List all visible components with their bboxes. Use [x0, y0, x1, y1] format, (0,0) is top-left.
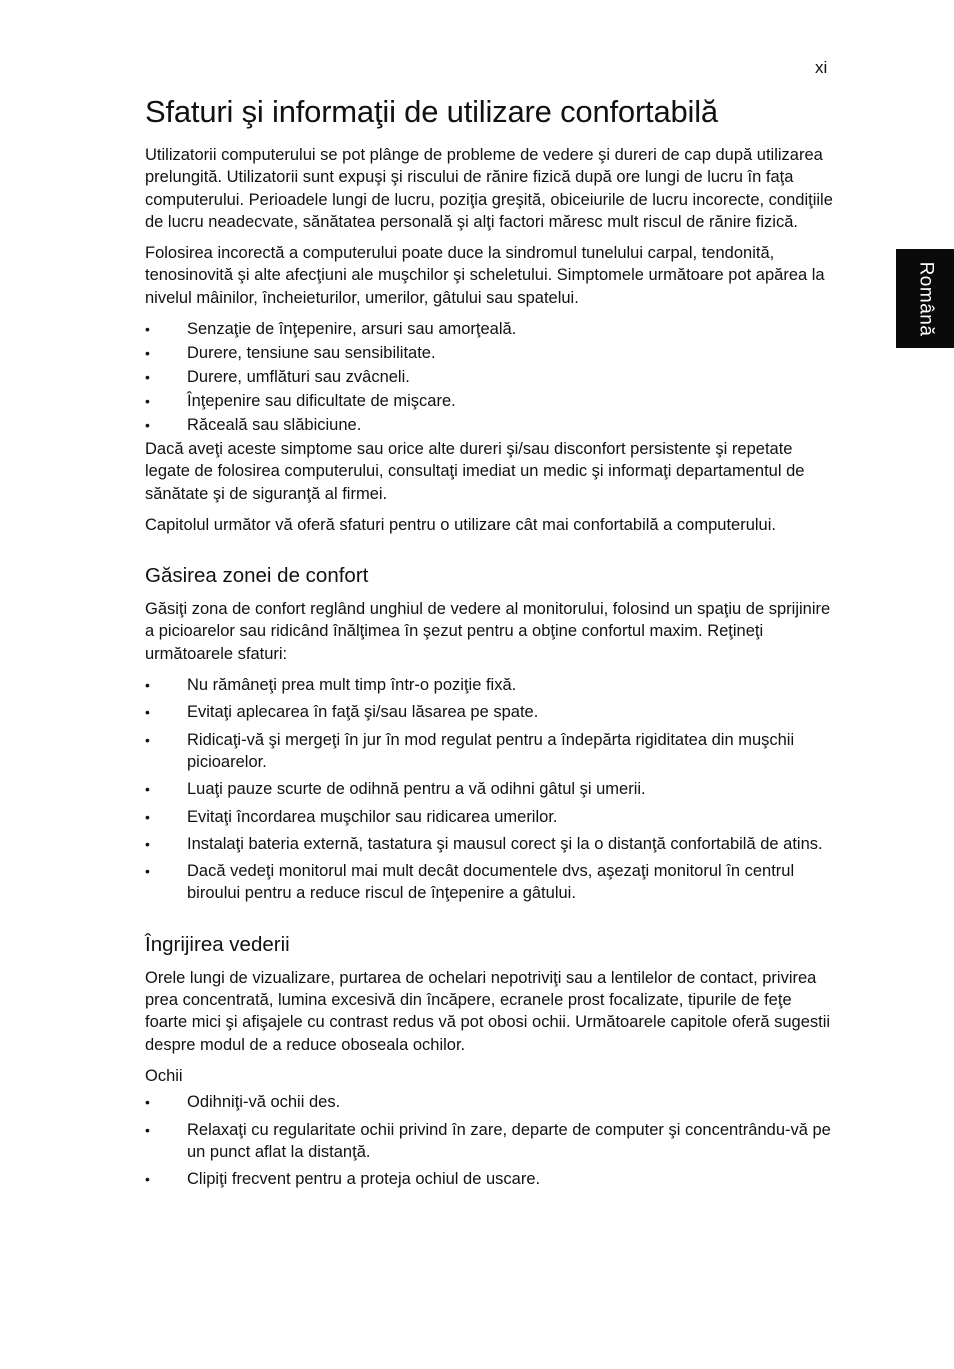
- list-item-text: Înţepenire sau dificultate de mişcare.: [187, 392, 456, 411]
- comfort-tips-list: [145, 674, 835, 905]
- bullet-icon: •: [145, 677, 150, 694]
- intro-paragraph: Folosirea incorectă a computerului poate duce la sindromul tunelului carpal, tendonită, tenosinovită şi alte afecţiuni ale muşchilor şi scheletului. Simptomele următoare pot apărea la nivelul mâinilor, încheieturilor, umerilor, gâtului sau spatelui.: [145, 244, 825, 307]
- language-tab-label: Română: [915, 261, 937, 336]
- list-item: [145, 806, 835, 828]
- list-item: [145, 318, 835, 340]
- vision-paragraph: Orele lungi de vizualizare, purtarea de ochelari nepotriviţi sau a lentilelor de contact, privirea prea concentrată, lumina excesivă din încăpere, ecranele prost focalizate, tipurile de feţe foarte mici şi afişajele cu contrast redus vă pot obosi ochii. Următoarele capitole oferă sugestii despre modul de a reduce oboseala ochilor.: [145, 968, 831, 1054]
- bullet-icon: •: [145, 835, 150, 852]
- symptoms-list: [145, 318, 835, 436]
- list-item: [145, 860, 835, 905]
- list-item-text: Luaţi pauze scurte de odihnă pentru a vă odihni gâtul şi umerii.: [187, 780, 646, 799]
- list-item: [145, 342, 835, 364]
- section-heading-comfort: Găsirea zonei de confort: [145, 564, 369, 588]
- bullet-icon: •: [145, 345, 150, 362]
- bullet-icon: •: [145, 369, 150, 386]
- list-item: [145, 1091, 835, 1113]
- bullet-icon: •: [145, 1121, 150, 1138]
- list-item: [145, 833, 835, 855]
- list-item-text: Nu rămâneţi prea mult timp într-o poziţie fixă.: [187, 676, 517, 695]
- list-item-text: Răceală sau slăbiciune.: [187, 416, 362, 435]
- bullet-icon: •: [145, 781, 150, 798]
- list-item: [145, 674, 835, 696]
- list-item: [145, 1119, 835, 1164]
- list-item: [145, 1168, 835, 1190]
- page-number: xi: [815, 58, 828, 77]
- bullet-icon: •: [145, 731, 150, 748]
- comfort-paragraph: Găsiţi zona de confort reglând unghiul de vedere al monitorului, folosind un spaţiu de sprijinire a picioarelor sau ridicând înălţimea în şezut pentru a obţine confortul maxim. Reţineţi următoarele sfaturi:: [145, 600, 831, 663]
- list-item: [145, 701, 835, 723]
- bullet-icon: •: [145, 704, 150, 721]
- list-item: [145, 366, 835, 388]
- bullet-icon: •: [145, 863, 150, 880]
- bullet-icon: •: [145, 321, 150, 338]
- bullet-icon: •: [145, 808, 150, 825]
- bullet-icon: •: [145, 393, 150, 410]
- list-item-text: Odihniţi-vă ochii des.: [187, 1093, 341, 1112]
- list-item-text: Durere, tensiune sau sensibilitate.: [187, 344, 436, 363]
- eye-tips-list: [145, 1091, 835, 1190]
- list-item-text: Instalaţi bateria externă, tastatura şi mausul corect şi la o distanţă confortabilă de atins.: [187, 834, 823, 853]
- list-item-text: Evitaţi aplecarea în faţă şi/sau lăsarea pe spate.: [187, 703, 539, 722]
- bullet-icon: •: [145, 1171, 150, 1188]
- intro-paragraph: Utilizatorii computerului se pot plânge de probleme de vedere şi dureri de cap după utilizarea prelungită. Utilizatorii sunt expuşi şi riscului de rănire fizică după ore lungi de lucru în faţa computerului. Perioadele lungi de lucru, poziţia greşită, obiceiurile de lucru incorecte, condiţiile de lucru neadecvate, sănătatea personală şi alţi factori măresc mult riscul de rănire fizică.: [145, 146, 833, 231]
- list-item: [145, 778, 835, 800]
- advice-paragraph: Dacă aveţi aceste simptome sau orice alte dureri şi/sau disconfort persistente şi repetate legate de folosirea computerului, consultaţi imediat un medic şi informaţi departamentul de sănătate şi de siguranţă al firmei.: [145, 440, 805, 503]
- page-title: Sfaturi şi informaţii de utilizare confortabilă: [145, 94, 718, 129]
- list-item-text: Senzaţie de înţepenire, arsuri sau amorţeală.: [187, 320, 517, 339]
- list-item-text: Durere, umflături sau zvâcneli.: [187, 368, 410, 387]
- list-item-text: Relaxaţi cu regularitate ochii privind în zare, departe de computer şi concentrându-vă pe un punct aflat la distanţă.: [187, 1120, 831, 1161]
- bullet-icon: •: [145, 1094, 150, 1111]
- list-item: [145, 414, 835, 436]
- section-heading-vision: Îngrijirea vederii: [145, 932, 290, 956]
- list-item: [145, 729, 835, 774]
- list-item-text: Ridicaţi-vă şi mergeţi în jur în mod regulat pentru a îndepărta rigiditatea din muşchii picioarelor.: [187, 730, 795, 771]
- eyes-subheading: Ochii: [145, 1066, 183, 1085]
- language-tab: [896, 249, 954, 348]
- list-item: [145, 390, 835, 412]
- list-item-text: Dacă vedeţi monitorul mai mult decât documentele dvs, aşezaţi monitorul în centrul biroului pentru a reduce riscul de înţepenire a gâtului.: [187, 862, 795, 903]
- list-item-text: Evitaţi încordarea muşchilor sau ridicarea umerilor.: [187, 807, 558, 826]
- advice-paragraph: Capitolul următor vă oferă sfaturi pentru o utilizare cât mai confortabilă a computerului.: [145, 515, 776, 534]
- list-item-text: Clipiţi frecvent pentru a proteja ochiul de uscare.: [187, 1170, 541, 1189]
- document-body: [145, 92, 835, 1195]
- bullet-icon: •: [145, 417, 150, 434]
